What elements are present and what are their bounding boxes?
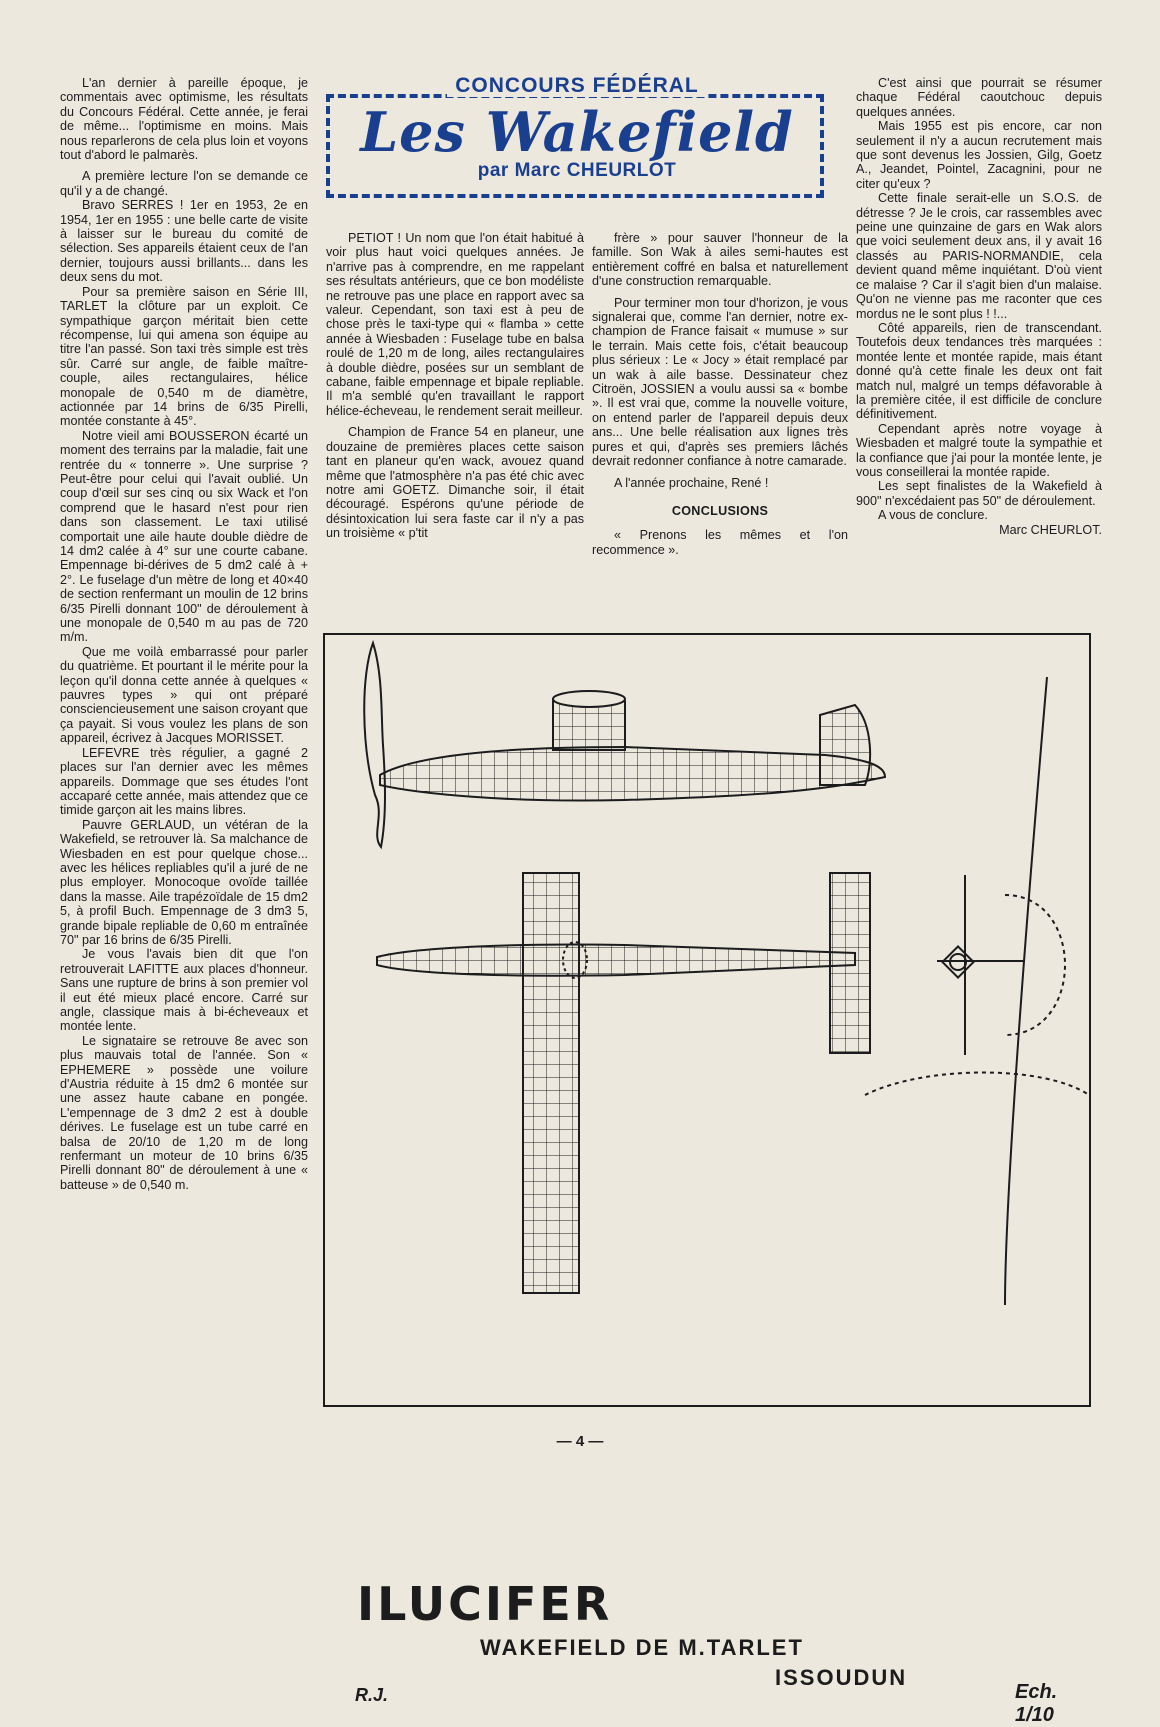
text-column-2	[326, 231, 584, 541]
paragraph: Côté appareils, rien de transcendant. Toutefois deux tendances très marquées : montée lente et montée rapide, mais étant donné qu'à cette finale les deux ont fait match nul, malgré un temps défavorable à la première citée, il est difficile de conclure définitivement.	[856, 320, 1102, 422]
paragraph: C'est ainsi que pourrait se résumer chaque Fédéral caoutchouc depuis quelques années.	[856, 76, 1102, 119]
paragraph: LEFEVRE très régulier, a gagné 2 places sur l'an dernier avec les mêmes appareils. Dommage que ses études l'ont accaparé cette année, mais attendez que ce timide garçon ait les mains libres.	[60, 745, 308, 818]
paragraph: Pour terminer mon tour d'horizon, je vous signalerai que, comme l'an dernier, notre ex-champion de France faisait « mumuse » sur le terrain. Mais cette fois, c'était beaucoup plus sérieux : Le « Jocy » était remplacé par un wak à aile basse. Dessinateur chez Citroën, JOSSIEN a voulu aussi sa « bombe ». Il est vrai que, comme la nouvelle voiture, on entend parler de l'appareil depuis deux ans... Une belle réalisation aux lignes très pures et qui, d'après ses premiers lâchés devrait redonner confiance à notre camarade.	[592, 295, 848, 469]
paragraph: Cette finale serait-elle un S.O.S. de détresse ? Je le crois, car rassembles avec peine une quinzaine de gars en Wak alors que voici seulement deux ans, il y avait 16 classés au PARIS-NORMANDIE, cela devient quand même inquiétant. D'où vient ce malaise ? Car il s'agit bien d'un malaise. Qu'on ne vienne pas me raconter que ces mordus ne le sont plus ! !...	[856, 191, 1102, 321]
article-byline: par Marc CHEURLOT	[477, 160, 677, 181]
section-heading: CONCLUSIONS	[671, 503, 769, 518]
paragraph: frère » pour sauver l'honneur de la famille. Son Wak à ailes semi-hautes est entièrement coffré en balsa et naturellement d'une construction remarquable.	[592, 231, 848, 289]
signature: Marc CHEURLOT.	[999, 522, 1102, 537]
paragraph: Que me voilà embarrassé pour parler du quatrième. Et pourtant il le mérite pour la leçon qu'il donna cette année à quelques « pauvres types » qui ont préparé consciencieusement une saison croyant que ça payait. Si vous voulez les plans de son appareil, écrivez à Jacques MORISSET.	[60, 644, 308, 746]
paragraph: « Prenons les mêmes et l'on recommence ».	[592, 528, 848, 557]
paragraph: Notre vieil ami BOUSSERON écarté un moment des terrains par la maladie, fait une rentrée du « tonnerre ». Une surprise ? Peut-être pour celui qui l'avait oublié. Un coup d'œil sur ses cinq ou six Wack et l'on comprend que le hasard n'est pour rien dans son classement. Le taxi utilisé comportait une aile haute double dièdre de 14 dm2 calée à 4° sur une courte cabane. Empennage bi-dérives de 5 dm2 calé à + 2°. Le fuselage d'un mètre de long et 40×40 de section renfermant un moulin de 12 brins 6/35 Pirelli donnant 100" de déroulement à une monopale de 0,540 m au pas de 720 m/m.	[60, 428, 308, 645]
aircraft-plan-drawing	[323, 633, 1091, 1726]
plan-scale: Ech. 1/10	[1015, 1681, 1058, 1726]
paragraph: Je vous l'avais bien dit que l'on retrouverait LAFITTE aux places d'honneur. Sans une rupture de brins à son premier vol il eut été mieux placé encore. Carré sur angle, classique mais à bi-écheveaux et montée lente.	[60, 947, 308, 1034]
plan-initials: R.J.	[355, 1685, 389, 1705]
paragraph: A l'année prochaine, René !	[614, 475, 769, 490]
plan-subtitle: WAKEFIELD DE M.TARLET	[480, 1635, 804, 1660]
article-title: Les Wakefield	[360, 100, 794, 164]
article-header	[326, 74, 828, 192]
text-column-1	[60, 76, 308, 1192]
paragraph: Les sept finalistes de la Wakefield à 900" n'excédaient pas 50" de déroulement.	[856, 479, 1102, 508]
text-column-3	[592, 231, 848, 557]
side-view	[364, 643, 885, 847]
paragraph: Le signataire se retrouve 8e avec son plus mauvais total de l'année. Son « EPHEMERE » possède une voilure d'Austria réduite à 15 dm2 6 montée sur une assez haute cabane en pongée. L'empennage de 3 dm2 2 est à double dérives. Le fuselage est un tube carré en balsa de 20/10 de 1,20 m de long renfermant un moteur de 10 brins 6/35 Pirelli donnant 80" de déroulement à une « batteuse » de 0,540 m.	[60, 1033, 308, 1192]
paragraph: Mais 1955 est pis encore, car non seulement il n'y a aucun recrutement mais que sont devenus les Jossien, Gilg, Goetz A., Jeandet, Pointel, Zacagnini, pour ne citer qu'eux ?	[856, 119, 1102, 191]
paragraph: Pour sa première saison en Série III, TARLET la clôture par un exploit. Ce sympathique garçon méritait bien cette récompense, lui qui amena son équipe au titre l'an passé. Son taxi très simple est très sûr. Carré sur angle, de faible maître-couple, ailes rectangulaires, hélice monopale de 0,540 m de diamètre, actionnée par 14 brins de 6/35 Pirelli, montée constante à 45°.	[60, 284, 308, 429]
paragraph: Bravo SERRES ! 1er en 1953, 2e en 1954, 1er en 1955 : une belle carte de visite à laisser sur le bureau du comité de sélection. Ses appareils étaient ceux de l'an dernier, toujours aussi brillants... dans les deux sens du mot.	[60, 198, 308, 285]
paragraph: Pauvre GERLAUD, un vétéran de la Wakefield, se retrouver là. Sa malchance de Wiesbaden en est pour quelque chose... avec les hélices repliables qu'il a juré de ne plus employer. Monocoque ovoïde taillée dans la masse. Aile trapézoïdale de 15 dm2 5, à profil Buch. Empennage de 3 dm3 5, grande bipale repliable de 0,60 m entraînée 70" par 16 brins de 6/35 Pirelli.	[60, 817, 308, 947]
paragraph: PETIOT ! Un nom que l'on était habitué à voir plus haut voici quelques années. Je n'arrive pas à comprendre, en me rappelant ses résultats antérieurs, que ce bon modéliste ne retrouve pas une place en rapport avec sa valeur. Cependant, son taxi est à peu de chose près le taxi-type qui « flamba » cette année à Wiesbaden : Fuselage tube en balsa roulé de 1,20 m de long, ailes rectangulaires à double dièdre, posées sur un semblant de cabane, faible empennage et bipale repliable. Il m'a semblé qu'en travaillant le rapport hélice-écheveau, le rendement serait meilleur.	[326, 231, 584, 418]
top-view	[377, 873, 870, 1293]
plan-svg	[325, 635, 1089, 1405]
paragraph: Champion de France 54 en planeur, une douzaine de premières places cette saison tant en planeur qu'en wack, avouez quand même que l'atmosphère n'a pas été chic avec notre ami GOETZ. Dimanche soir, il était découragé. Espérons qu'une période de désintoxication lui sera faste car il n'y a pas un troisième « p'tit	[326, 425, 584, 541]
plan-title: ILUCIFER	[357, 1577, 613, 1631]
header-kicker: CONCOURS FÉDÉRAL	[326, 74, 828, 98]
paragraph: Cependant après notre voyage à Wiesbaden et malgré toute la sympathie et la confiance que j'ai pour la montée lente, je vous conseillerai la montée rapide.	[856, 421, 1102, 479]
paragraph: L'an dernier à pareille époque, je commentais avec optimisme, les résultats du Concours Fédéral. Cette année, je ferai de même... l'optimisme en moins. Mais nous reparlerons de cela plus loin et voyons tout d'abord le palmarès.	[60, 76, 308, 163]
page-number: — 4 —	[556, 1433, 604, 1450]
plan-city: ISSOUDUN	[775, 1665, 908, 1690]
front-view	[865, 677, 1089, 1305]
paragraph: A première lecture l'on se demande ce qu'il y a de changé.	[60, 169, 308, 198]
paragraph: A vous de conclure.	[878, 508, 988, 523]
text-column-4	[856, 76, 1102, 537]
